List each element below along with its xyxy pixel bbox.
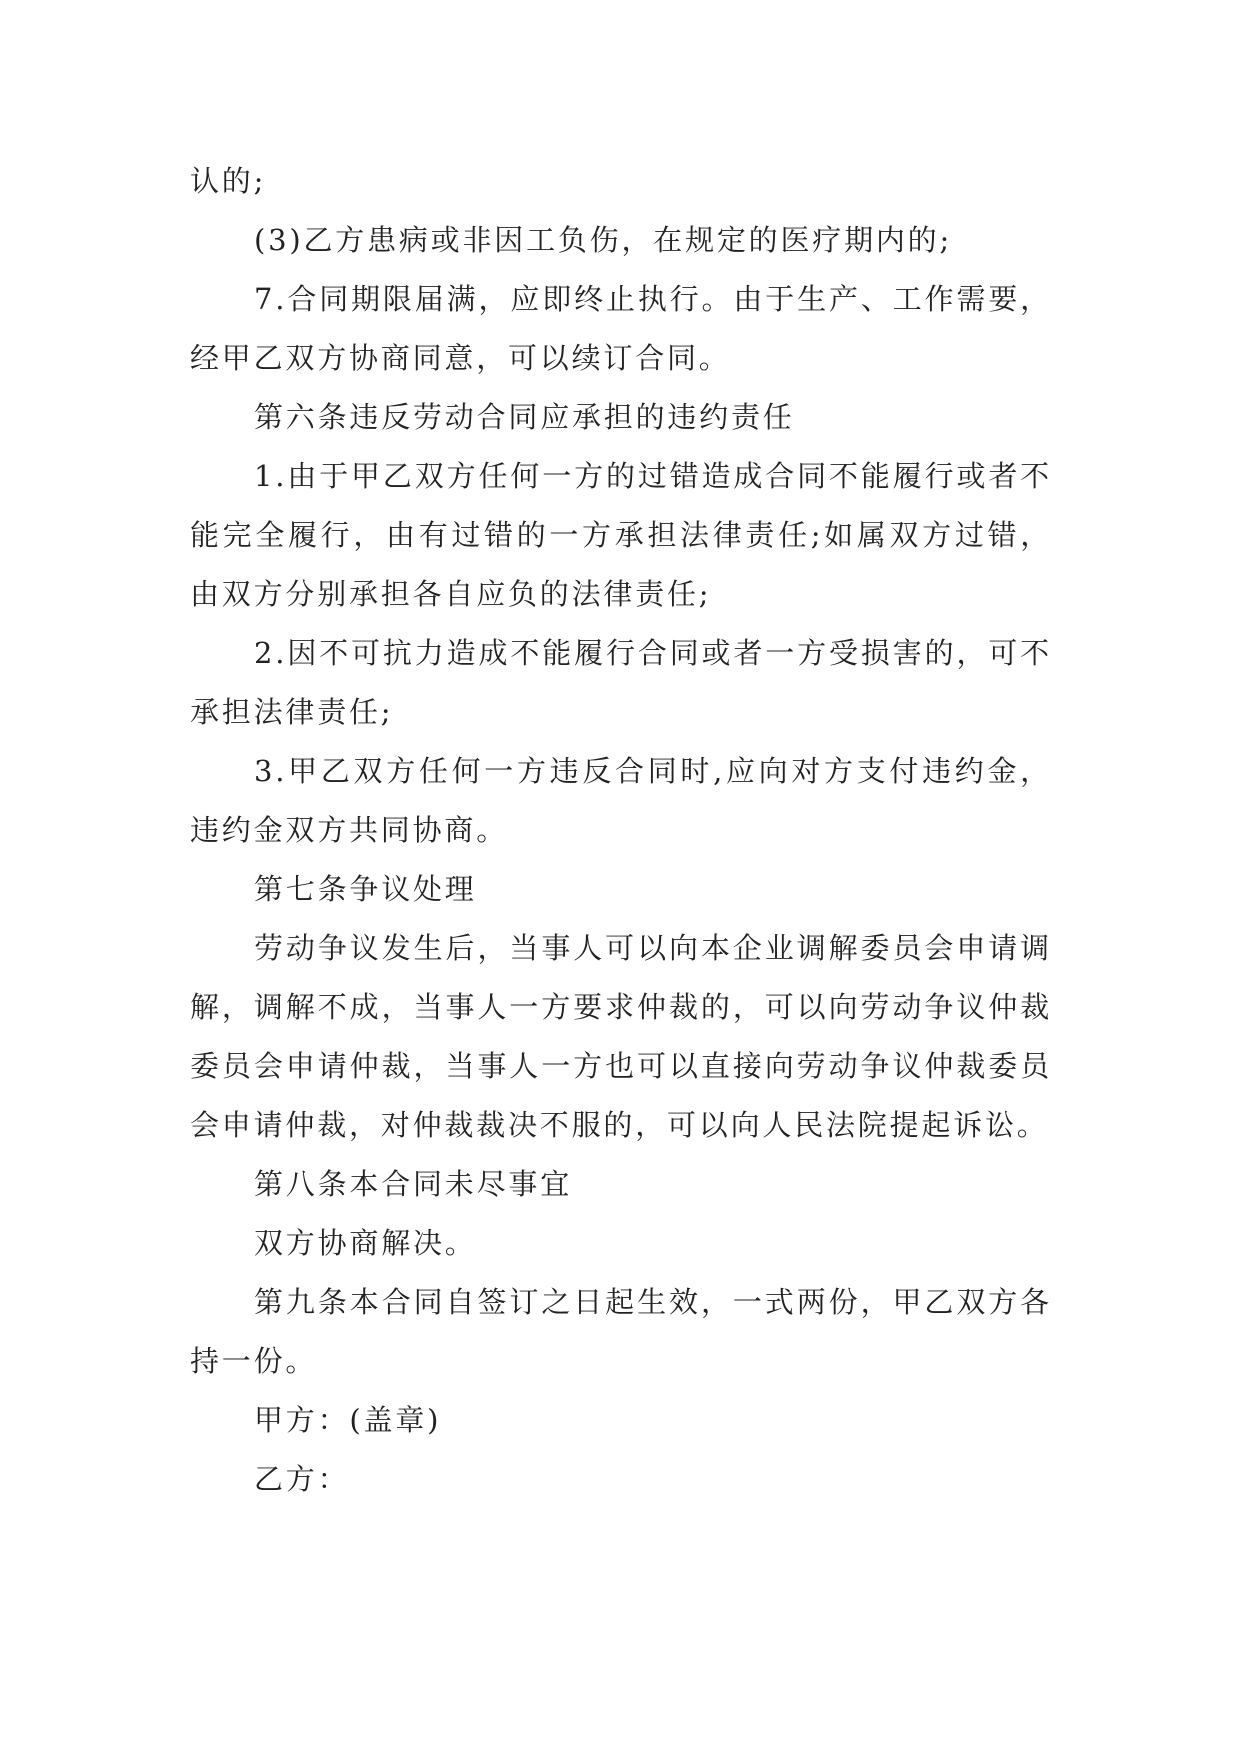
article-9-paragraph: 第九条本合同自签订之日起生效，一式两份，甲乙双方各持一份。 bbox=[190, 1285, 1052, 1378]
paragraph-clause-3: (3)乙方患病或非因工负伤，在规定的医疗期内的; bbox=[254, 223, 953, 257]
paragraph-article-6-item-1: 1.由于甲乙双方任何一方的过错造成合同不能履行或者不能完全履行，由有过错的一方承担法律责任;如属双方过错，由双方分别承担各自应负的法律责任; bbox=[190, 459, 1052, 611]
paragraph-dispute-resolution: 劳动争议发生后，当事人可以向本企业调解委员会申请调解，调解不成，当事人一方要求仲裁的，可以向劳动争议仲裁委员会申请仲裁，当事人一方也可以直接向劳动争议仲裁委员会申请仲裁，对仲裁裁决不服的，可以向人民法院提起诉讼。 bbox=[190, 931, 1052, 1142]
paragraph-continuation: 认的; bbox=[190, 164, 267, 198]
article-6-heading: 第六条违反劳动合同应承担的违约责任 bbox=[254, 400, 795, 434]
article-7-heading: 第七条争议处理 bbox=[254, 872, 477, 906]
paragraph-article-6-item-3: 3.甲乙双方任何一方违反合同时,应向对方支付违约金，违约金双方共同协商。 bbox=[190, 754, 1052, 847]
document-body bbox=[190, 152, 1052, 1509]
article-8-heading: 第八条本合同未尽事宜 bbox=[254, 1167, 573, 1201]
paragraph-item-7: 7.合同期限届满，应即终止执行。由于生产、工作需要，经甲乙双方协商同意，可以续订合同。 bbox=[190, 282, 1052, 375]
paragraph-article-6-item-2: 2.因不可抗力造成不能履行合同或者一方受损害的，可不承担法律责任; bbox=[190, 636, 1052, 729]
party-a-signature-line: 甲方：(盖章) bbox=[254, 1403, 442, 1437]
paragraph-article-8-body: 双方协商解决。 bbox=[254, 1226, 477, 1260]
party-b-signature-line: 乙方： bbox=[254, 1462, 350, 1496]
